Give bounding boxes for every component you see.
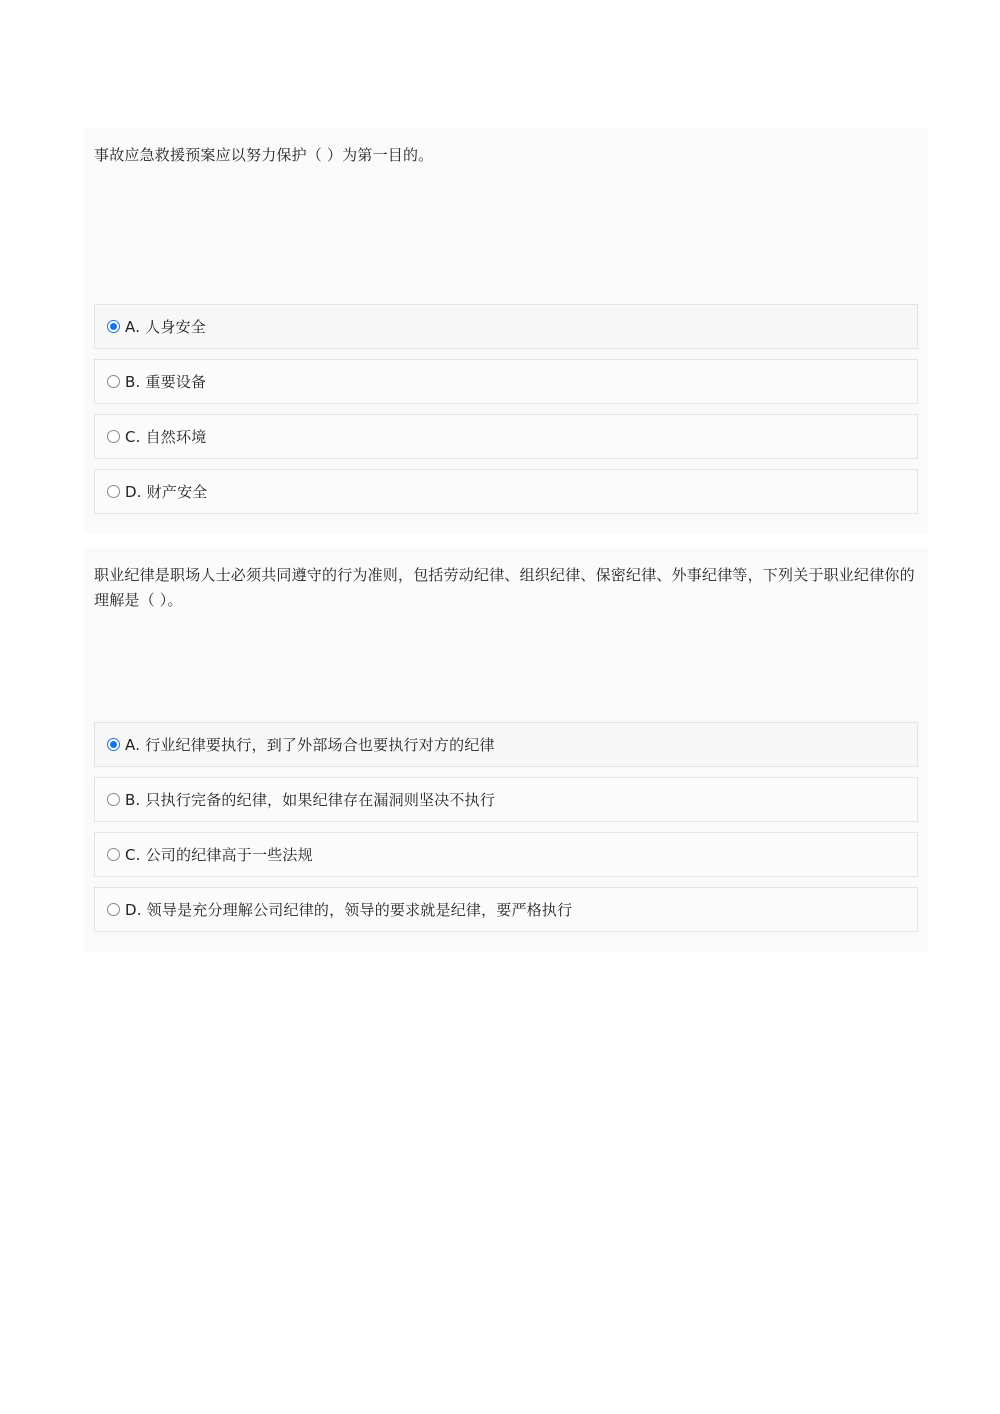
radio-unchecked-icon[interactable]: [107, 430, 120, 443]
option-label: C. 自然环境: [125, 428, 207, 446]
radio-unchecked-icon[interactable]: [107, 848, 120, 861]
option-c[interactable]: [94, 832, 918, 877]
option-b[interactable]: [94, 777, 918, 822]
option-label: D. 领导是充分理解公司纪律的，领导的要求就是纪律，要严格执行: [125, 901, 573, 919]
option-label: C. 公司的纪律高于一些法规: [125, 846, 313, 864]
option-label: D. 财产安全: [125, 483, 208, 501]
option-label: A. 行业纪律要执行，到了外部场合也要执行对方的纪律: [125, 736, 495, 754]
option-d[interactable]: [94, 887, 918, 932]
option-label: B. 重要设备: [125, 373, 207, 391]
question-card: [84, 128, 928, 534]
option-d[interactable]: [94, 469, 918, 514]
option-label: A. 人身安全: [125, 318, 206, 336]
radio-unchecked-icon[interactable]: [107, 903, 120, 916]
option-a[interactable]: [94, 722, 918, 767]
radio-checked-icon[interactable]: [107, 738, 120, 751]
option-a[interactable]: [94, 304, 918, 349]
options-list: [94, 304, 918, 524]
radio-unchecked-icon[interactable]: [107, 793, 120, 806]
radio-unchecked-icon[interactable]: [107, 485, 120, 498]
option-c[interactable]: [94, 414, 918, 459]
option-label: B. 只执行完备的纪律，如果纪律存在漏洞则坚决不执行: [125, 791, 496, 809]
option-b[interactable]: [94, 359, 918, 404]
radio-checked-icon[interactable]: [107, 320, 120, 333]
question-text: 职业纪律是职场人士必须共同遵守的行为准则，包括劳动纪律、组织纪律、保密纪律、外事纪律等，下列关于职业纪律你的理解是（ ）。: [94, 566, 915, 609]
options-list: [94, 722, 918, 942]
question-card: [84, 548, 928, 952]
radio-unchecked-icon[interactable]: [107, 375, 120, 388]
question-text: 事故应急救援预案应以努力保护（ ）为第一目的。: [94, 146, 434, 164]
